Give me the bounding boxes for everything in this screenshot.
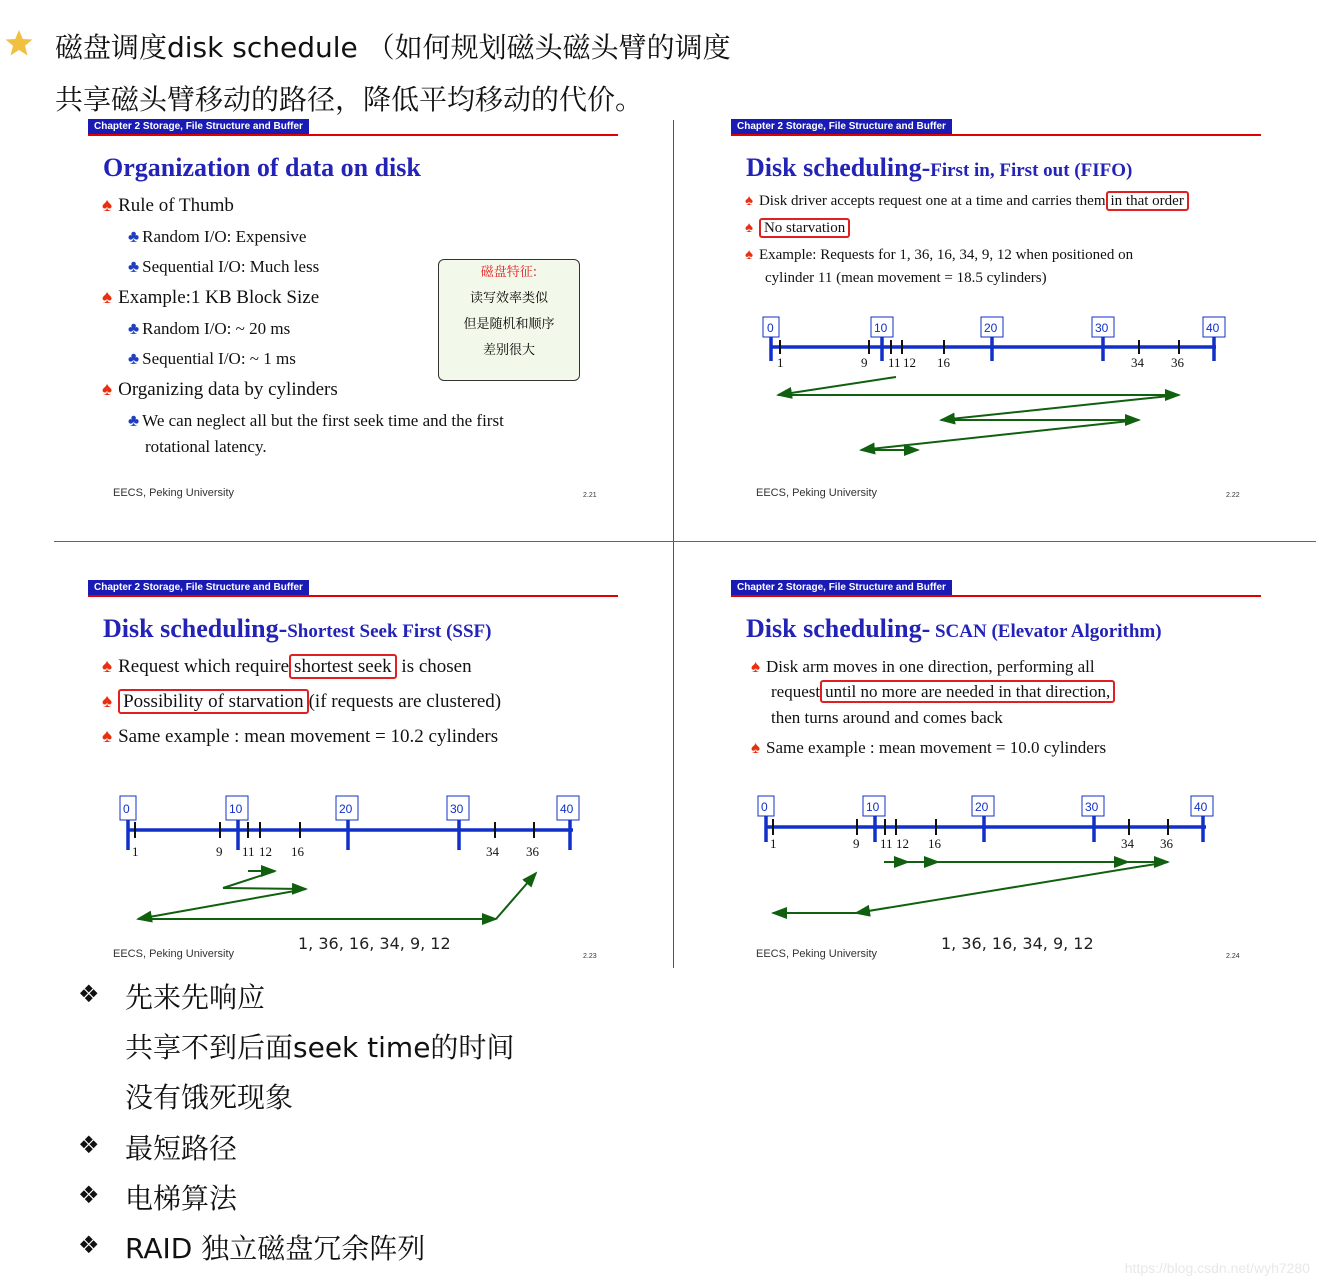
spade-icon: ♠ [102, 656, 113, 677]
bullet [745, 220, 850, 237]
bullet: ♠ Disk arm moves in one direction, performing all [751, 657, 1095, 676]
bullet: ♠ Example: Requests for 1, 36, 16, 34, 9, 12 when positioned on [745, 247, 1134, 263]
sub-bullet: ♣ Sequential I/O: ~ 1 ms [128, 349, 296, 368]
page-number: 2.24 [1226, 953, 1240, 960]
club-icon: ♣ [128, 257, 140, 276]
request-label: 1 [770, 836, 777, 851]
bullet: ♠ Disk driver accepts request one at a time and carries them in that order [745, 193, 1189, 210]
club-icon: ♣ [128, 227, 140, 246]
request-label: 12 [903, 355, 916, 370]
seek-path [773, 862, 1168, 913]
axis-label-40: 40 [560, 802, 574, 816]
slide-title: Disk scheduling-First in, First out (FIFO) [746, 153, 1133, 182]
diamond-bullet-icon: ❖ [78, 1131, 100, 1159]
request-label: 1 [777, 355, 784, 370]
note-elevator: 电梯算法 [125, 1182, 238, 1215]
club-icon: ♣ [128, 411, 140, 430]
slide-organization [88, 119, 688, 519]
fifo-seek-diagram [761, 315, 1231, 460]
request-label: 9 [861, 355, 868, 370]
slide-footer: EECS, Peking University [756, 487, 878, 499]
axis-ticks [766, 816, 1203, 842]
seek-path [778, 377, 1179, 450]
request-label: 34 [1121, 836, 1134, 851]
bullet-continuation: cylinder 11 (mean movement = 18.5 cylinders) [765, 270, 1047, 286]
highlight-box: No starvation [759, 218, 850, 238]
request-label: 36 [1160, 836, 1173, 851]
request-label: 11 [242, 844, 255, 859]
request-label: 16 [937, 355, 950, 370]
slide-title: Disk scheduling- SCAN (Elevator Algorithm) [746, 614, 1162, 643]
diamond-bullet-icon: ❖ [78, 1231, 100, 1259]
spade-icon: ♠ [102, 691, 113, 712]
request-sequence: 1, 36, 16, 34, 9, 12 [941, 934, 1094, 953]
axis-label-0: 0 [767, 321, 774, 335]
axis-label-10: 10 [229, 802, 243, 816]
request-label: 1 [132, 844, 139, 859]
spade-icon: ♠ [102, 379, 113, 400]
note-line: 读写效率类似 [469, 291, 548, 306]
axis-label-40: 40 [1206, 321, 1220, 335]
highlight-box: in that order [1106, 191, 1189, 211]
page-number: 2.23 [583, 953, 597, 960]
chapter-badge: Chapter 2 Storage, File Structure and Buffer [731, 119, 952, 134]
watermark: https://blog.csdn.net/wyh7280 [1124, 1260, 1310, 1276]
bullet: ♠ Possibility of starvation (if requests are clustered) [102, 691, 502, 712]
slide-footer: EECS, Peking University [113, 948, 235, 960]
club-icon: ♣ [128, 349, 140, 368]
request-label: 9 [216, 844, 223, 859]
note-fcfs: 先来先响应 [125, 981, 266, 1014]
sub-bullet: ♣ Sequential I/O: Much less [128, 257, 320, 276]
page-number: 2.22 [1226, 492, 1240, 499]
scan-seek-diagram [756, 792, 1226, 922]
slide-footer: EECS, Peking University [756, 948, 878, 960]
chapter-badge: Chapter 2 Storage, File Structure and Buffer [88, 119, 309, 134]
red-rule [88, 595, 618, 597]
slide-title: Disk scheduling-Shortest Seek First (SSF) [103, 614, 492, 643]
axis-label-10: 10 [874, 321, 888, 335]
request-label: 34 [486, 844, 499, 859]
axis-label-30: 30 [450, 802, 464, 816]
request-label: 12 [259, 844, 272, 859]
red-rule [731, 595, 1261, 597]
request-label: 16 [291, 844, 304, 859]
chapter-badge: Chapter 2 Storage, File Structure and Buffer [88, 580, 309, 595]
spade-icon: ♠ [751, 738, 761, 757]
note-fcfs-detail-1: 共享不到后面seek time的时间 [125, 1031, 515, 1064]
spade-icon: ♠ [751, 657, 761, 676]
sub-bullet: ♣ Random I/O: ~ 20 ms [128, 319, 291, 338]
sub-bullet: ♣ We can neglect all but the first seek time and the first [128, 411, 504, 430]
bullet: ♠ Organizing data by cylinders [102, 379, 338, 400]
bullet: ♠ Same example : mean movement = 10.0 cylinders [751, 738, 1107, 757]
bullet: ♠ Same example : mean movement = 10.2 cylinders [102, 726, 499, 747]
diamond-bullet-icon: ❖ [78, 1181, 100, 1209]
highlight-box: Possibility of starvation [118, 689, 309, 714]
axis-ticks [771, 337, 1214, 361]
sub-bullet-continuation: rotational latency. [145, 437, 267, 456]
ssf-seek-diagram [118, 788, 588, 928]
heading-line-2: 共享磁头臂移动的路径，降低平均移动的代价。 [55, 83, 644, 116]
note-shortest-path: 最短路径 [125, 1132, 238, 1165]
spade-icon: ♠ [745, 220, 753, 236]
club-icon: ♣ [128, 319, 140, 338]
seek-path [138, 871, 536, 919]
note-scroll [438, 259, 580, 381]
slide-fifo [731, 119, 1320, 519]
bullet-continuation: request until no more are needed in that direction, [771, 682, 1115, 702]
red-rule [731, 134, 1261, 136]
request-label: 34 [1131, 355, 1144, 370]
sub-bullet: ♣ Random I/O: Expensive [128, 227, 307, 246]
request-label: 11 [880, 836, 893, 851]
note-line: 磁盘特征: [480, 265, 538, 280]
slide-scan [731, 580, 1320, 980]
note-line: 但是随机和顺序 [463, 317, 555, 332]
axis-label-0: 0 [761, 800, 768, 814]
bullet: ♠ Request which require shortest seek is chosen [102, 656, 472, 677]
spade-icon: ♠ [745, 193, 753, 209]
spade-icon: ♠ [745, 247, 753, 263]
request-label: 36 [526, 844, 539, 859]
slide-title: Organization of data on disk [103, 153, 421, 182]
axis-label-20: 20 [984, 321, 998, 335]
spade-icon: ♠ [102, 287, 113, 308]
slide-ssf [88, 580, 688, 980]
slide-footer: EECS, Peking University [113, 487, 235, 499]
request-label: 36 [1171, 355, 1184, 370]
chapter-badge: Chapter 2 Storage, File Structure and Buffer [731, 580, 952, 595]
highlight-box: until no more are needed in that direction, [820, 680, 1115, 703]
request-label: 9 [853, 836, 860, 851]
star-icon [4, 28, 34, 58]
axis-ticks [128, 820, 570, 850]
bullet: ♠ Example:1 KB Block Size [102, 287, 320, 308]
axis-label-10: 10 [866, 800, 880, 814]
request-label: 12 [896, 836, 909, 851]
page-number: 2.21 [583, 492, 597, 499]
spade-icon: ♠ [102, 195, 113, 216]
axis-label-30: 30 [1095, 321, 1109, 335]
bullet: ♠ Rule of Thumb [102, 195, 234, 216]
spade-icon: ♠ [102, 726, 113, 747]
red-rule [88, 134, 618, 136]
request-sequence: 1, 36, 16, 34, 9, 12 [298, 934, 451, 953]
highlight-box: shortest seek [289, 654, 397, 679]
axis-label-20: 20 [339, 802, 353, 816]
note-line: 差别很大 [482, 343, 535, 358]
axis-label-20: 20 [975, 800, 989, 814]
note-fcfs-detail-2: 没有饿死现象 [125, 1081, 294, 1114]
bullet-continuation: then turns around and comes back [771, 708, 1003, 727]
axis-label-40: 40 [1194, 800, 1208, 814]
diamond-bullet-icon: ❖ [78, 980, 100, 1008]
heading-line-1: 磁盘调度disk schedule （如何规划磁头磁头臂的调度 [55, 31, 731, 64]
axis-label-0: 0 [123, 802, 130, 816]
request-label: 16 [928, 836, 941, 851]
request-label: 11 [888, 355, 901, 370]
note-raid: RAID 独立磁盘冗余阵列 [125, 1232, 426, 1265]
axis-label-30: 30 [1085, 800, 1099, 814]
horizontal-divider [54, 541, 1316, 542]
